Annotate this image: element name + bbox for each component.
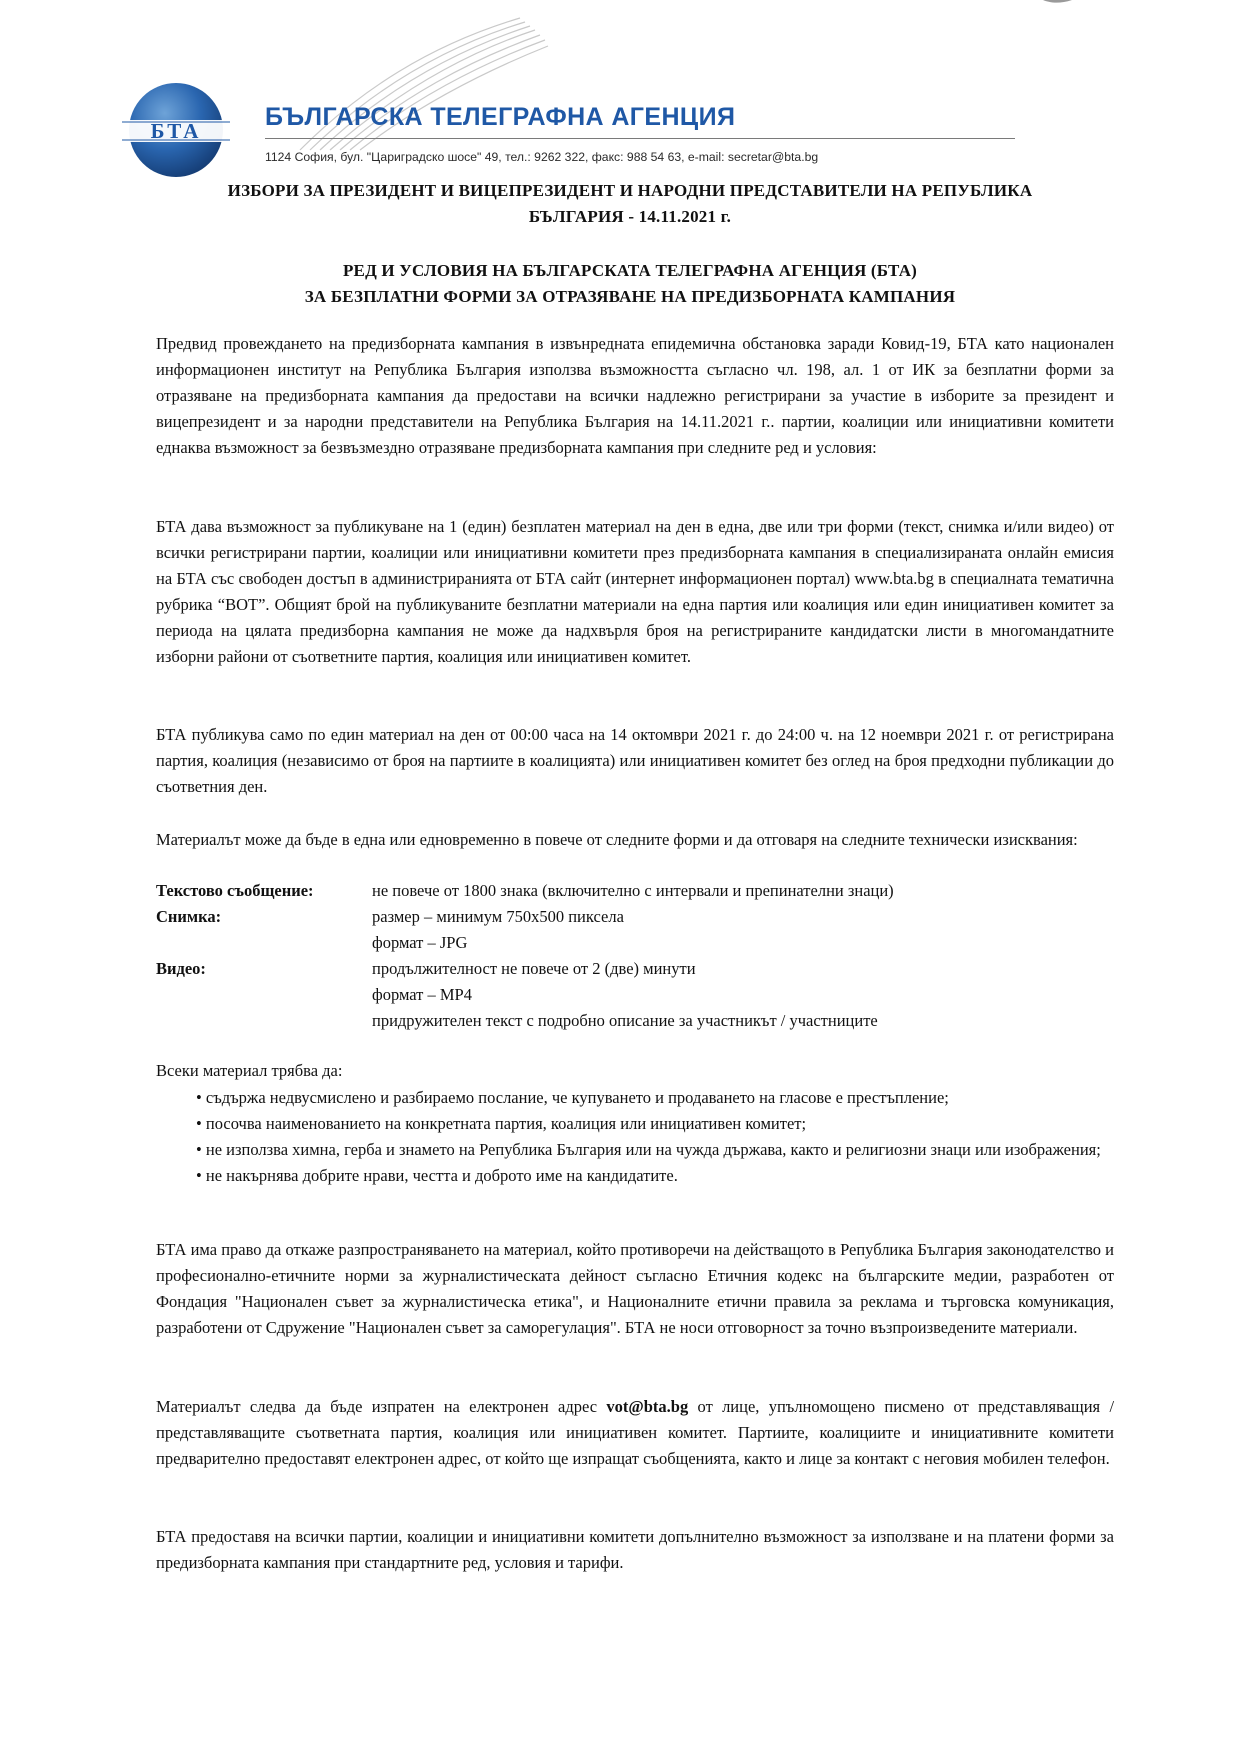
rights-paragraph: БТА има право да откаже разпространяването на материал, който противоречи на действащото в Република България законодателство и професионално-етичните норми за журналистическата дейност съгласно Етичния кодекс на българските медии, разработен от Фондация "Национален съвет за журналистическа етика", и Националните етични правила за реклама и търговска комуникация, разработени от Сдружение "Национален съвет за саморегулация". БТА не носи отговорност за точно възпроизведените материали. <box>156 1240 1114 1337</box>
paid-forms-paragraph: БТА предоставя на всички партии, коалиции и инициативни комитети допълнително възможност за използване и на платени форми за предизборната кампания при стандартните ред, условия и тарифи. <box>156 1527 1114 1572</box>
main-title <box>140 178 1120 230</box>
forms-intro-paragraph: Материалът може да бъде в една или едновременно в повече от следните форми и да отговаря на следните технически изисквания: <box>156 830 1078 849</box>
spec-value: не повече от 1800 знака (включително с интервали и препинателни знаци) <box>372 881 894 900</box>
spec-row <box>156 878 1114 904</box>
spec-row <box>156 904 1114 930</box>
spec-label: Текстово съобщение: <box>156 881 314 900</box>
header-rule <box>265 138 1015 139</box>
list-item: • съдържа недвусмислено и разбираемо послание, че купуването и продаването на гласове е престъпление; <box>196 1088 949 1107</box>
spec-label <box>156 930 372 956</box>
organization-name: БЪЛГАРСКА ТЕЛЕГРАФНА АГЕНЦИЯ <box>265 103 736 131</box>
submission-text-after: от лице, упълномощено писмено от представляващия / представляващите съответната партия, коалиция или инициативен комитет. Партиите, коалициите и инициативните комитети предварително предоставят електронен адрес, от който ще изпращат съобщенията, както и лице за контакт с неговия мобилен телефон. <box>156 1397 1115 1468</box>
intro-paragraph: Предвид провеждането на предизборната кампания в извънредната епидемична обстановка заради Ковид-19, БТА като национален информационен институт на Република България използва възможността съгласно чл. 198, ал. 1 от ИК за безплатни форми за отразяване на предизборната кампания да предостави на всички надлежно регистрирани за участие в изборите за президент и вицепрезидент и за народни представители на Република България на 14.11.2021 г.. партии, коалиции или инициативни комитети еднаква възможност за безвъзмездно отразяване предизборната кампания при следните ред и условия: <box>156 334 1114 457</box>
spec-value: придружителен текст с подробно описание за участникът / участниците <box>372 1011 878 1030</box>
spec-row <box>156 930 1114 956</box>
list-item: • посочва наименованието на конкретната партия, коалиция или инициативен комитет; <box>196 1114 807 1133</box>
submission-email-link[interactable]: vot@bta.bg <box>606 1397 689 1416</box>
schedule-paragraph: БТА публикува само по един материал на ден от 00:00 часа на 14 октомври 2021 г. до 24:00 ч. на 12 ноември 2021 г. от регистрирана партия, коалиция (независимо от броя на партиите в коалицията) или инициативен комитет без оглед на броя предходни публикации до съответния ден. <box>156 725 1114 796</box>
sub-title-line-2: ЗА БЕЗПЛАТНИ ФОРМИ ЗА ОТРАЗЯВАНЕ НА ПРЕДИЗБОРНАТА КАМПАНИЯ <box>304 287 956 306</box>
submission-paragraph <box>156 1394 1114 1472</box>
letterhead <box>0 0 1247 175</box>
requirements-list <box>156 1085 1114 1189</box>
spec-row <box>156 982 1114 1008</box>
list-item: • не накърнява добрите нрави, честта и доброто име на кандидатите. <box>196 1166 678 1185</box>
spec-label <box>156 1008 372 1034</box>
spec-value: формат – JPG <box>372 933 468 952</box>
sub-title <box>140 258 1120 310</box>
spec-row <box>156 1008 1114 1034</box>
bta-globe-logo-icon <box>120 78 232 190</box>
spec-value: размер – минимум 750х500 пиксела <box>372 907 624 926</box>
list-item: • не използва химна, герба и знамето на Република България или на чужда държава, както и религиозни знаци или изображения; <box>196 1140 1101 1159</box>
spec-label: Снимка: <box>156 907 222 926</box>
logo-text: БТА <box>150 119 202 143</box>
spec-value: продължителност не повече от 2 (две) минути <box>372 959 696 978</box>
main-title-line-2: БЪЛГАРИЯ - 14.11.2021 г. <box>528 207 732 226</box>
publication-paragraph: БТА дава възможност за публикуване на 1 (един) безплатен материал на ден в една, две или три форми (текст, снимка и/или видео) от всички регистрирани партии, коалиции или инициативни комитети през предизборната кампания в специализираната онлайн емисия на БТА със свободен достъп в администриранията от БТА сайт (интернет информационен портал) www.bta.bg в специалната тематична рубрика “ВОТ”. Общият брой на публикуваните безплатни материали на една партия или коалиция или един инициативен комитет за периода на цялата предизборна кампания не може да надхвърля броя на регистрираните кандидатски листи в многомандатните изборни райони от съответните партия, коалиция или инициативен комитет. <box>156 517 1114 666</box>
spec-label: Видео: <box>156 959 206 978</box>
submission-text-before: Материалът следва да бъде изпратен на електронен адрес <box>156 1397 598 1416</box>
spec-row <box>156 956 1114 982</box>
sub-title-line-1: РЕД И УСЛОВИЯ НА БЪЛГАРСКАТА ТЕЛЕГРАФНА АГЕНЦИЯ (БТА) <box>342 261 918 280</box>
main-title-line-1: ИЗБОРИ ЗА ПРЕЗИДЕНТ И ВИЦЕПРЕЗИДЕНТ И НАРОДНИ ПРЕДСТАВИТЕЛИ НА РЕПУБЛИКА <box>227 181 1033 200</box>
spec-value: формат – MP4 <box>372 985 472 1004</box>
spec-label <box>156 982 372 1008</box>
technical-specs <box>156 878 1114 1034</box>
organization-address: 1124 София, бул. "Цариградско шосе" 49, тел.: 9262 322, факс: 988 54 63, e-mail: secretar@bta.bg <box>265 150 819 164</box>
each-material-heading: Всеки материал трябва да: <box>156 1061 343 1080</box>
